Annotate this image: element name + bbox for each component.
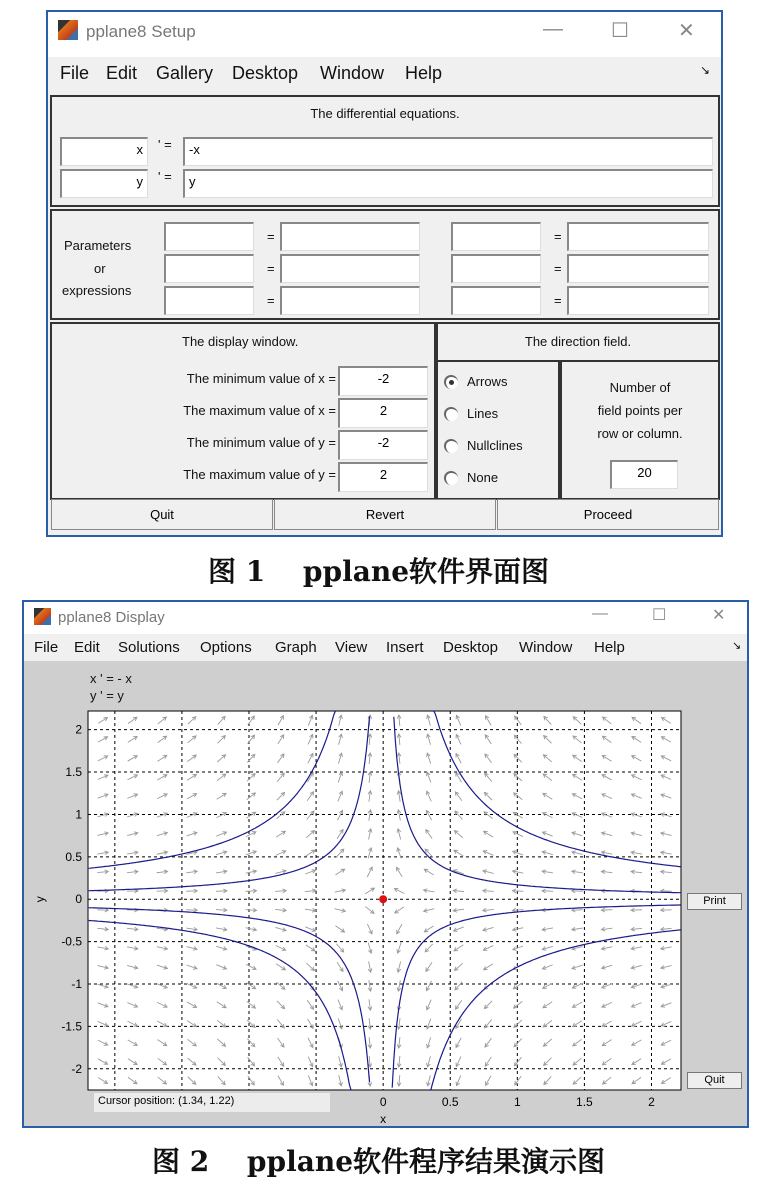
figure-caption-2: 图 2 pplane软件程序结果演示图	[151, 1145, 606, 1178]
x-equation-field[interactable]: -x	[183, 137, 713, 166]
parameter-equals: =	[554, 293, 562, 308]
radio-label-none: None	[467, 470, 499, 485]
x-tick-label: 1.5	[576, 1095, 593, 1109]
menu-solutions[interactable]: Solutions	[118, 639, 180, 656]
y-axis-label: y	[33, 896, 47, 903]
y-tick-label: -2	[71, 1061, 82, 1076]
x-tick-label: 1	[513, 1095, 521, 1109]
x-axis-label: x	[380, 1112, 387, 1126]
parameters-label: Parameters	[64, 238, 132, 253]
y-tick-label: -0.5	[61, 934, 82, 949]
radio-label-lines: Lines	[467, 406, 499, 421]
y-tick-label: 0	[75, 892, 82, 907]
equations-heading: The differential equations.	[310, 106, 460, 121]
menu-help[interactable]: Help	[594, 639, 625, 656]
display-window-input[interactable]: 2	[338, 462, 428, 492]
radio-label-arrows: Arrows	[467, 374, 508, 389]
prime-equals: ' =	[158, 169, 172, 184]
display-window-input[interactable]: -2	[338, 366, 428, 396]
y-tick-label: -1.5	[61, 1019, 82, 1034]
parameters-label: or	[94, 261, 106, 276]
menu-help[interactable]: Help	[405, 63, 443, 83]
y-tick-label: 2	[75, 722, 82, 737]
equation-x-label: x ' = - x	[90, 671, 132, 686]
menu-window[interactable]: Window	[320, 63, 385, 83]
parameter-equals: =	[267, 229, 275, 244]
maximize-button[interactable]: ☐	[611, 20, 629, 42]
menu-graph[interactable]: Graph	[275, 639, 317, 656]
y-equation-field[interactable]: y	[183, 169, 713, 198]
menu-file[interactable]: File	[34, 639, 59, 656]
menu-options[interactable]: Options	[200, 639, 252, 656]
menu-file[interactable]: File	[60, 63, 90, 83]
y-tick-label: -1	[71, 977, 82, 992]
minimize-button[interactable]: —	[592, 605, 608, 622]
dock-arrow-icon[interactable]: ↘	[732, 640, 742, 652]
menu-insert[interactable]: Insert	[386, 639, 424, 656]
display-window-heading: The display window.	[182, 334, 299, 349]
display-window-label: The minimum value of x =	[186, 371, 336, 386]
minimize-button[interactable]: —	[543, 18, 563, 40]
figure-caption-1: 图 1 pplane软件界面图	[207, 555, 550, 588]
parameter-equals: =	[554, 229, 562, 244]
proceed-button[interactable]: Proceed	[497, 499, 719, 530]
y-tick-label: 1	[75, 807, 82, 822]
points-label: row or column.	[597, 426, 683, 441]
cursor-position-readout: Cursor position: (1.34, 1.22)	[94, 1093, 330, 1112]
display-window-label: The minimum value of y =	[186, 435, 336, 450]
x-tick-label: 0.5	[441, 1095, 459, 1109]
display-window-label: The maximum value of y =	[183, 467, 336, 482]
direction-field-heading: The direction field.	[524, 334, 632, 349]
display-window-label: The maximum value of x =	[183, 403, 336, 418]
menu-desktop[interactable]: Desktop	[443, 639, 499, 656]
display-window-input[interactable]: 2	[338, 398, 428, 428]
dock-arrow-icon[interactable]: ↘	[700, 63, 711, 77]
points-label: field points per	[597, 403, 683, 418]
parameter-equals: =	[554, 261, 562, 276]
close-button[interactable]: ✕	[712, 607, 726, 624]
print-button[interactable]: Print	[687, 893, 742, 910]
revert-button[interactable]: Revert	[274, 499, 496, 530]
menu-desktop[interactable]: Desktop	[232, 63, 299, 83]
x-tick-label: 2	[648, 1095, 655, 1109]
menu-edit[interactable]: Edit	[74, 639, 100, 656]
x-tick-label: 0	[379, 1095, 387, 1109]
maximize-button[interactable]: ☐	[652, 607, 667, 624]
menu-edit[interactable]: Edit	[106, 63, 138, 83]
menu-window[interactable]: Window	[519, 639, 573, 656]
points-label: Number of	[609, 380, 671, 395]
equilibrium-point	[379, 895, 387, 903]
radio-label-nullclines: Nullclines	[467, 438, 523, 453]
y-variable-field[interactable]: y	[60, 169, 148, 198]
prime-equals: ' =	[158, 137, 172, 152]
parameter-equals: =	[267, 261, 275, 276]
quit-button[interactable]: Quit	[687, 1072, 742, 1089]
x-variable-field[interactable]: x	[60, 137, 148, 166]
y-tick-label: 0.5	[65, 849, 82, 864]
menu-view[interactable]: View	[335, 639, 368, 656]
window-title: pplane8 Display	[58, 609, 165, 626]
field-points-input[interactable]: 20	[610, 460, 678, 489]
parameter-equals: =	[267, 293, 275, 308]
close-button[interactable]: ✕	[678, 20, 695, 42]
menu-gallery[interactable]: Gallery	[156, 63, 214, 83]
equation-y-label: y ' = y	[90, 688, 124, 703]
display-window-input[interactable]: -2	[338, 430, 428, 460]
quit-button[interactable]: Quit	[51, 499, 273, 530]
y-tick-label: 1.5	[65, 765, 82, 780]
window-title: pplane8 Setup	[86, 22, 196, 41]
parameters-label: expressions	[62, 283, 132, 298]
